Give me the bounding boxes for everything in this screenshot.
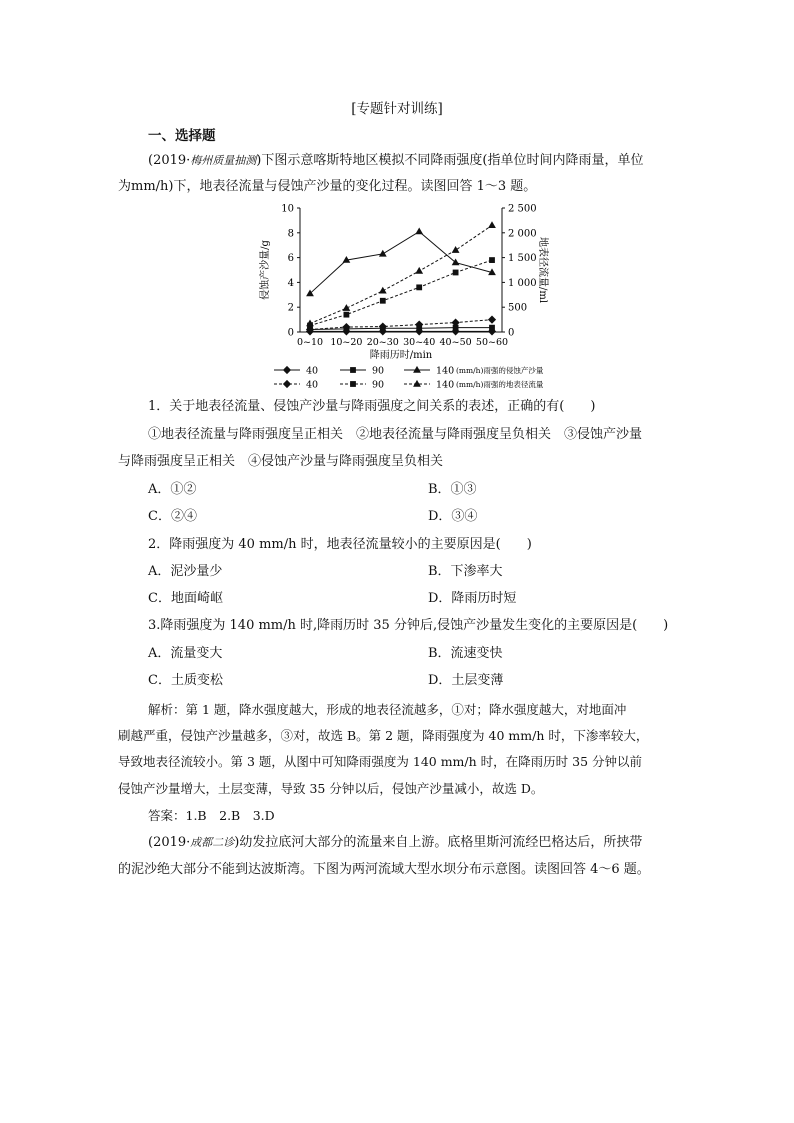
left-tick-label: 0 — [287, 327, 294, 339]
legend-runoff-marker — [283, 380, 291, 388]
legend-runoff-marker — [413, 380, 421, 387]
series-6-point — [379, 287, 387, 294]
series-3-point — [452, 258, 460, 265]
x-tick-label: 50~60 — [475, 337, 509, 348]
intro1-source: 梅州质量抽测 — [190, 154, 257, 167]
q3-stem: 3.降雨强度为 140 mm/h 时,降雨历时 35 分钟后,侵蚀产沙量发生变化的主要原因是( ) — [148, 618, 669, 633]
series-6-point — [488, 221, 496, 228]
series-3-point — [415, 227, 423, 234]
q3-option-b[interactable]: B．流速变快 — [428, 646, 503, 661]
intro2-close: ) — [234, 835, 240, 850]
right-tick-label: 1 000 — [508, 277, 537, 289]
q2-option-d[interactable]: D．降雨历时短 — [428, 591, 517, 606]
series-5-point — [453, 270, 459, 276]
q1-option-d[interactable]: D．③④ — [428, 509, 478, 524]
left-tick-label: 8 — [287, 228, 294, 240]
left-tick-label: 4 — [287, 277, 294, 289]
analysis-line1: 解析：第 1 题，降水强度越大，形成的地表径流越多，①对；降水强度越大，对地面冲 — [148, 702, 627, 717]
q1-items-line1: ①地表径流量与降雨强度呈正相关 ②地表径流量与降雨强度呈负相关 ③侵蚀产沙量 — [148, 427, 643, 442]
legend-runoff-value: 40 — [306, 379, 319, 390]
right-tick-label: 2 000 — [508, 228, 537, 240]
legend-runoff-desc: (mm/h)雨强的地表径流量 — [456, 380, 544, 389]
q1-option-a[interactable]: A．①② — [148, 482, 197, 497]
legend-sand-marker — [350, 367, 356, 373]
left-tick-label: 2 — [287, 302, 294, 314]
left-tick-label: 6 — [287, 253, 294, 265]
legend-sand-value: 40 — [306, 365, 319, 377]
analysis-line3: 导致地表径流较小。第 3 题，从图中可知降雨强度为 140 mm/h 时，在降雨历时 35 分钟以前 — [118, 754, 643, 769]
section-title: 一、选择题 — [148, 128, 216, 144]
intro2-text1: 幼发拉底河大部分的流量来自上游。底格里斯河流经巴格达后，所挟带 — [239, 835, 643, 850]
q3-option-c[interactable]: C．土质变松 — [148, 673, 223, 688]
legend-runoff-marker — [350, 381, 356, 387]
q2-stem: 2．降雨强度为 40 mm/h 时，地表径流量较小的主要原因是( ) — [148, 537, 532, 552]
q3-option-d[interactable]: D．土层变薄 — [428, 673, 504, 688]
right-tick-label: 500 — [508, 302, 528, 314]
q1-option-c[interactable]: C．②④ — [148, 509, 197, 524]
q3-option-a[interactable]: A．流量变大 — [148, 646, 223, 661]
intro2-line2: 的泥沙绝大部分不能到达波斯湾。下图为两河流域大型水坝分布示意图。读图回答 4～6 题。 — [118, 862, 650, 877]
series-line-6 — [310, 225, 492, 323]
left-axis-title: 侵蚀产沙量/g — [260, 240, 271, 300]
chart — [240, 200, 570, 390]
q2-option-c[interactable]: C．地面崎岖 — [148, 591, 223, 606]
right-tick-label: 2 500 — [508, 203, 537, 215]
q1-items-line2: 与降雨强度呈正相关 ④侵蚀产沙量与降雨强度呈负相关 — [118, 454, 444, 469]
x-tick-label: 40~50 — [439, 337, 472, 348]
series-line-3 — [310, 232, 492, 294]
series-5-point — [489, 257, 495, 263]
q1-option-b[interactable]: B．①③ — [428, 482, 477, 497]
series-2-point — [489, 325, 495, 331]
intro2-line1 — [148, 834, 642, 852]
left-tick-label: 10 — [281, 203, 294, 215]
series-6-point — [415, 267, 423, 274]
series-3-point — [379, 250, 387, 257]
right-tick-label: 1 500 — [508, 253, 537, 265]
legend-runoff-value: 140 — [436, 379, 455, 390]
intro1-line2: 为mm/h)下，地表径流量与侵蚀产沙量的变化过程。读图回答 1～3 题。 — [118, 179, 537, 194]
x-tick-label: 10~20 — [330, 337, 363, 348]
series-5-point — [416, 284, 422, 290]
series-5-point — [380, 298, 386, 304]
legend-sand-marker — [283, 366, 291, 374]
x-axis-title: 降雨历时/min — [369, 350, 433, 361]
q2-option-b[interactable]: B．下渗率大 — [428, 564, 503, 579]
page-header: [专题针对训练] — [351, 101, 443, 117]
intro1-text1: 下图示意喀斯特地区模拟不同降雨强度(指单位时间内降雨量，单位 — [261, 153, 644, 168]
series-line-5 — [310, 260, 492, 325]
legend-runoff-value: 90 — [372, 379, 385, 390]
intro2-year: (2019· — [148, 835, 191, 850]
answer: 答案：1.B 2.B 3.D — [148, 808, 275, 823]
legend-sand-desc: (mm/h)雨强的侵蚀产沙量 — [456, 366, 544, 375]
intro1-close: ) — [256, 153, 262, 168]
x-tick-label: 30~40 — [403, 337, 436, 348]
intro1-line1 — [148, 152, 643, 170]
legend-sand-value: 90 — [372, 365, 385, 377]
series-6-point — [343, 304, 351, 311]
x-tick-label: 0~10 — [296, 337, 324, 348]
analysis-line2: 刷越严重，侵蚀产沙量越多，③对，故选 B。第 2 题，降雨强度为 40 mm/h 时，下渗率较大， — [118, 728, 649, 743]
right-tick-label: 0 — [508, 327, 515, 339]
intro2-source: 成都二诊 — [190, 836, 235, 849]
analysis-line4: 侵蚀产沙量增大，土层变薄，导致 35 分钟以后，侵蚀产沙量减小，故选 D。 — [118, 781, 544, 796]
q2-option-a[interactable]: A．泥沙量少 — [148, 564, 223, 579]
q1-stem: 1．关于地表径流量、侵蚀产沙量与降雨强度之间关系的表述，正确的有( ) — [148, 399, 596, 414]
series-4-point — [488, 316, 496, 324]
series-6-point — [452, 246, 460, 253]
legend-sand-marker — [413, 366, 421, 373]
right-axis-title: 地表径流量/ml — [537, 236, 548, 304]
x-tick-label: 20~30 — [366, 337, 399, 348]
legend-sand-value: 140 — [436, 365, 455, 377]
intro1-year: (2019· — [148, 153, 191, 168]
series-5-point — [344, 312, 350, 318]
